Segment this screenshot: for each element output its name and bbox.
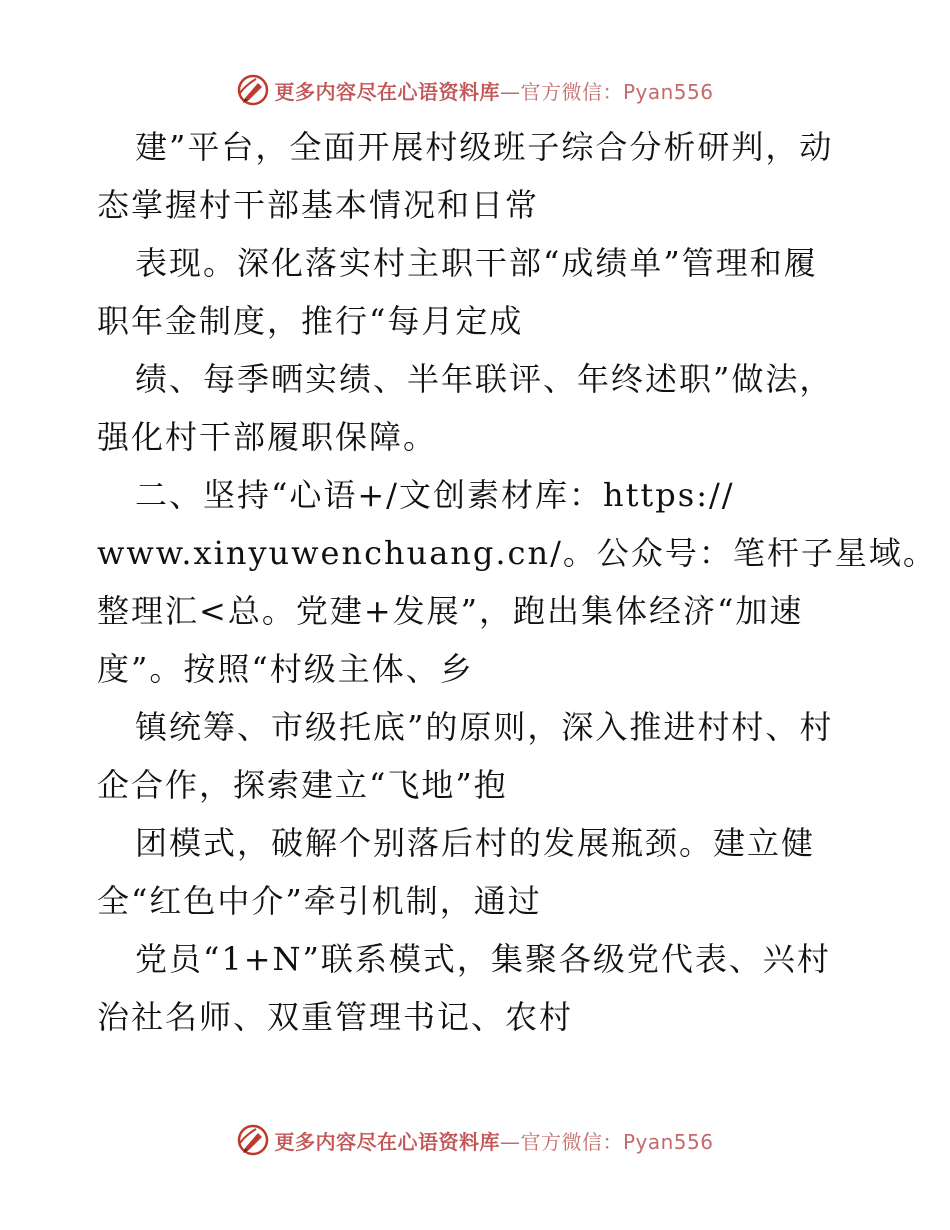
header-banner-rest: —官方微信：Pyan556 (499, 79, 714, 104)
body-line: 态掌握村干部基本情况和日常 (97, 186, 540, 224)
footer-banner-text (274, 1126, 713, 1155)
header-banner-text (274, 76, 713, 105)
footer-banner-main: 更多内容尽在心语资料库 (274, 1129, 500, 1154)
pen-logo-icon (236, 73, 270, 107)
body-line: 绩、每季晒实绩、半年联评、年终述职”做法， (135, 360, 834, 398)
body-line: www.xinyuwenchuang.cn/。公众号：笔杆子星域。 (97, 534, 937, 572)
body-line: 强化村干部履职保障。 (97, 418, 438, 456)
header-banner (0, 70, 950, 110)
body-line: 整理汇<总。党建+发展”，跑出集体经济“加速 (97, 592, 804, 630)
body-line: 企合作，探索建立“飞地”抱 (97, 766, 508, 804)
body-line: 建”平台，全面开展村级班子综合分析研判，动 (135, 128, 834, 166)
body-line: 党员“1+N”联系模式，集聚各级党代表、兴村 (135, 940, 831, 978)
body-line: 全“红色中介”牵引机制，通过 (97, 882, 542, 920)
body-line: 团模式，破解个别落后村的发展瓶颈。建立健 (135, 824, 816, 862)
body-line: 职年金制度，推行“每月定成 (97, 302, 524, 340)
header-banner-main: 更多内容尽在心语资料库 (274, 79, 500, 104)
body-line: 度”。按照“村级主体、乡 (97, 650, 474, 688)
footer-banner-rest: —官方微信：Pyan556 (499, 1129, 714, 1154)
body-line: 表现。深化落实村主职干部“成绩单”管理和履 (135, 244, 818, 282)
pen-logo-icon (236, 1123, 270, 1157)
body-line: 镇统筹、市级托底”的原则，深入推进村村、村 (135, 708, 834, 746)
body-line: 二、坚持“心语+/文创素材库：https:// (135, 476, 735, 514)
document-body (97, 118, 937, 1046)
footer-banner (0, 1120, 950, 1160)
body-line: 治社名师、双重管理书记、农村 (97, 998, 574, 1036)
